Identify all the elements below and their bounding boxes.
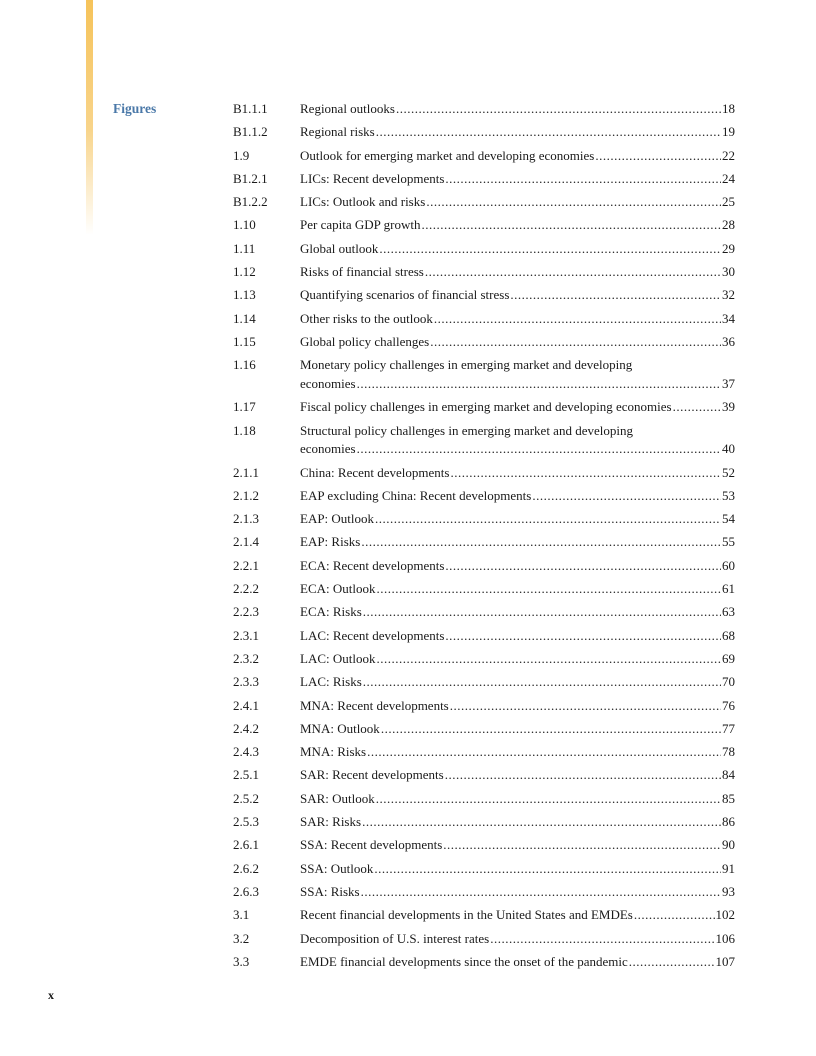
figure-number: 1.17: [233, 399, 256, 415]
figure-number: 2.5.3: [233, 814, 259, 830]
toc-entry[interactable]: [233, 398, 735, 417]
page-number: 53: [722, 487, 735, 503]
page-number: 85: [722, 790, 735, 806]
figure-title: Monetary policy challenges in emerging market and developing: [300, 357, 633, 373]
toc-entry[interactable]: [233, 580, 735, 599]
dot-leader: [357, 440, 721, 459]
figure-title: Global policy challenges: [300, 333, 430, 349]
figure-title: Regional risks: [300, 124, 375, 140]
dot-leader: [430, 333, 721, 352]
figure-title: Per capita GDP growth: [300, 217, 421, 233]
toc-entry[interactable]: [233, 883, 735, 902]
page-number: 76: [722, 697, 735, 713]
page-number: 107: [715, 953, 735, 969]
dot-leader: [673, 398, 721, 417]
dot-leader: [375, 510, 721, 529]
figure-number: 2.6.1: [233, 837, 259, 853]
dot-leader: [361, 883, 721, 902]
figure-title: Structural policy challenges in emerging market and developing: [300, 422, 633, 438]
toc-entry[interactable]: [233, 216, 735, 235]
figure-title: Regional outlooks: [300, 101, 395, 116]
dot-leader: [629, 953, 715, 972]
page-number: 55: [722, 534, 735, 550]
figure-number: 1.12: [233, 264, 256, 280]
dot-leader: [362, 813, 721, 832]
page-number: 30: [722, 264, 735, 280]
toc-entry[interactable]: [233, 673, 735, 692]
toc-entry[interactable]: [233, 860, 735, 879]
figure-number: B1.1.1: [233, 101, 268, 116]
figure-title: MNA: Outlook: [300, 720, 380, 736]
dot-leader: [376, 580, 721, 599]
toc-entry[interactable]: [233, 813, 735, 832]
figure-title: EAP: Risks: [300, 534, 361, 550]
dot-leader: [490, 930, 714, 949]
accent-bar: [86, 0, 93, 235]
figure-number: 2.4.3: [233, 744, 259, 760]
figure-number: 1.16: [233, 357, 256, 373]
page-number: 63: [722, 604, 735, 620]
figure-number: 2.3.2: [233, 650, 259, 666]
dot-leader: [445, 170, 721, 189]
dot-leader: [376, 790, 721, 809]
page-number: 93: [722, 883, 735, 899]
figure-title: MNA: Recent developments: [300, 697, 449, 713]
dot-leader: [445, 627, 721, 646]
toc-entry[interactable]: [233, 333, 735, 352]
toc-entry[interactable]: [233, 263, 735, 282]
figure-title: SSA: Recent developments: [300, 837, 443, 853]
figures-list: [233, 100, 735, 976]
dot-leader: [374, 860, 721, 879]
figure-number: 2.1.1: [233, 464, 259, 480]
figure-title: LAC: Risks: [300, 674, 362, 690]
figure-title: SSA: Risks: [300, 883, 360, 899]
section-label: Figures: [113, 101, 157, 116]
toc-entry[interactable]: [233, 147, 735, 166]
dot-leader: [443, 836, 721, 855]
figure-number: 2.3.3: [233, 674, 259, 690]
figure-title: Fiscal policy challenges in emerging market and developing economies: [300, 399, 672, 415]
dot-leader: [357, 375, 721, 394]
page-number: 34: [722, 310, 735, 326]
toc-entry[interactable]: [233, 193, 735, 212]
dot-leader: [396, 100, 721, 119]
toc-entry[interactable]: [233, 510, 735, 529]
figure-number: 1.14: [233, 310, 256, 326]
dot-leader: [361, 533, 721, 552]
figure-title: economies: [300, 375, 356, 391]
toc-entry[interactable]: [233, 743, 735, 762]
toc-entry[interactable]: [233, 123, 735, 142]
figure-title: SSA: Outlook: [300, 860, 374, 876]
toc-entry[interactable]: [233, 953, 735, 972]
figure-number: 2.1.4: [233, 534, 259, 550]
page-number: 78: [722, 744, 735, 760]
page-number: 102: [715, 907, 735, 923]
toc-entry[interactable]: [233, 286, 735, 305]
dot-leader: [381, 720, 721, 739]
dot-leader: [634, 906, 715, 925]
figure-number: 2.2.2: [233, 581, 259, 597]
figure-number: 2.3.1: [233, 627, 259, 643]
toc-entry[interactable]: [233, 603, 735, 622]
dot-leader: [445, 557, 721, 576]
page-number: 52: [722, 464, 735, 480]
page-number: 37: [722, 375, 735, 391]
page-number: 77: [722, 720, 735, 736]
figure-number: 3.3: [233, 953, 250, 969]
toc-entry[interactable]: [233, 170, 735, 189]
toc-entry[interactable]: [233, 557, 735, 576]
page-number: 91: [722, 860, 735, 876]
page-number: 28: [722, 217, 735, 233]
dot-leader: [595, 147, 721, 166]
figure-number: 2.5.2: [233, 790, 259, 806]
page-number: 69: [722, 650, 735, 666]
dot-leader: [532, 487, 721, 506]
toc-entry[interactable]: [233, 100, 735, 119]
page-number: 60: [722, 557, 735, 573]
page-number: 54: [722, 511, 735, 527]
figure-number: 2.6.3: [233, 883, 259, 899]
dot-leader: [425, 263, 721, 282]
figure-title: Quantifying scenarios of financial stress: [300, 287, 510, 303]
figure-title: China: Recent developments: [300, 464, 450, 480]
page-number: 61: [722, 581, 735, 597]
figure-title: Other risks to the outlook: [300, 310, 433, 326]
figure-title: SAR: Risks: [300, 814, 362, 830]
toc-entry[interactable]: [233, 310, 735, 329]
page-number: 24: [722, 170, 735, 186]
figure-title: SAR: Recent developments: [300, 767, 444, 783]
figure-title: EAP excluding China: Recent developments: [300, 487, 532, 503]
figure-number: B1.2.1: [233, 170, 268, 186]
figure-number: 3.2: [233, 930, 250, 946]
dot-leader: [421, 216, 721, 235]
dot-leader: [376, 650, 721, 669]
figure-number: 2.4.2: [233, 720, 259, 736]
dot-leader: [363, 673, 721, 692]
toc-entry[interactable]: [233, 627, 735, 646]
figure-number: 2.5.1: [233, 767, 259, 783]
page-number: 84: [722, 767, 735, 783]
figure-number: 2.2.1: [233, 557, 259, 573]
figure-title: MNA: Risks: [300, 744, 367, 760]
toc-entry[interactable]: [233, 790, 735, 809]
page-number: 29: [722, 240, 735, 256]
figure-title: ECA: Outlook: [300, 581, 376, 597]
figure-title: LAC: Outlook: [300, 650, 376, 666]
figure-title: SAR: Outlook: [300, 790, 375, 806]
toc-entry[interactable]: [233, 720, 735, 739]
page-number: 40: [722, 441, 735, 457]
figure-title: Recent financial developments in the United States and EMDEs: [300, 907, 633, 923]
dot-leader: [426, 193, 721, 212]
toc-entry[interactable]: [233, 766, 735, 785]
dot-leader: [363, 603, 721, 622]
page-number: 86: [722, 814, 735, 830]
figure-number: 3.1: [233, 907, 250, 923]
figure-number: 2.1.3: [233, 511, 259, 527]
toc-entry[interactable]: [233, 836, 735, 855]
figure-title: LAC: Recent developments: [300, 627, 445, 643]
page-number: 70: [722, 674, 735, 690]
figure-number: B1.1.2: [233, 124, 268, 140]
dot-leader: [510, 286, 721, 305]
figure-number: 2.2.3: [233, 604, 259, 620]
figure-title: EMDE financial developments since the onset of the pandemic: [300, 953, 628, 969]
figure-number: 1.13: [233, 287, 256, 303]
page-number: 36: [722, 333, 735, 349]
figure-number: 2.1.2: [233, 487, 259, 503]
dot-leader: [450, 697, 721, 716]
toc-entry[interactable]: [233, 697, 735, 716]
toc-entry[interactable]: [233, 240, 735, 259]
figure-number: 1.18: [233, 422, 256, 438]
dot-leader: [379, 240, 721, 259]
figure-number: 1.10: [233, 217, 256, 233]
figure-number: 1.15: [233, 333, 256, 349]
figure-number: 2.4.1: [233, 697, 259, 713]
figure-number: 1.11: [233, 240, 256, 256]
dot-leader: [376, 123, 721, 142]
page-number: 32: [722, 287, 735, 303]
page-number: 39: [722, 399, 735, 415]
page-number: 19: [722, 124, 735, 140]
page-number: 22: [722, 147, 735, 163]
figure-title: EAP: Outlook: [300, 511, 375, 527]
page-number: 18: [722, 101, 735, 116]
figure-title: Global outlook: [300, 240, 379, 256]
figure-title: LICs: Outlook and risks: [300, 194, 426, 210]
figure-title: Risks of financial stress: [300, 264, 424, 280]
page-number: 68: [722, 627, 735, 643]
page-number: 106: [715, 930, 735, 946]
figure-title: LICs: Recent developments: [300, 170, 445, 186]
toc-entry[interactable]: [233, 422, 735, 459]
figure-title: economies: [300, 441, 356, 457]
toc-entry[interactable]: [233, 356, 735, 393]
page-folio: x: [48, 988, 54, 1002]
figure-title: Outlook for emerging market and developing economies: [300, 147, 595, 163]
toc-entry[interactable]: [233, 930, 735, 949]
toc-entry[interactable]: [233, 464, 735, 483]
figure-title: ECA: Recent developments: [300, 557, 445, 573]
toc-entry[interactable]: [233, 487, 735, 506]
figure-number: 1.9: [233, 147, 250, 163]
dot-leader: [445, 766, 721, 785]
dot-leader: [434, 310, 721, 329]
page-number: 90: [722, 837, 735, 853]
toc-entry[interactable]: [233, 906, 735, 925]
dot-leader: [367, 743, 721, 762]
page-number: 25: [722, 194, 735, 210]
dot-leader: [450, 464, 721, 483]
figure-number: B1.2.2: [233, 194, 268, 210]
figure-number: 2.6.2: [233, 860, 259, 876]
figure-title: Decomposition of U.S. interest rates: [300, 930, 490, 946]
toc-entry[interactable]: [233, 650, 735, 669]
figure-title: ECA: Risks: [300, 604, 362, 620]
toc-entry[interactable]: [233, 533, 735, 552]
